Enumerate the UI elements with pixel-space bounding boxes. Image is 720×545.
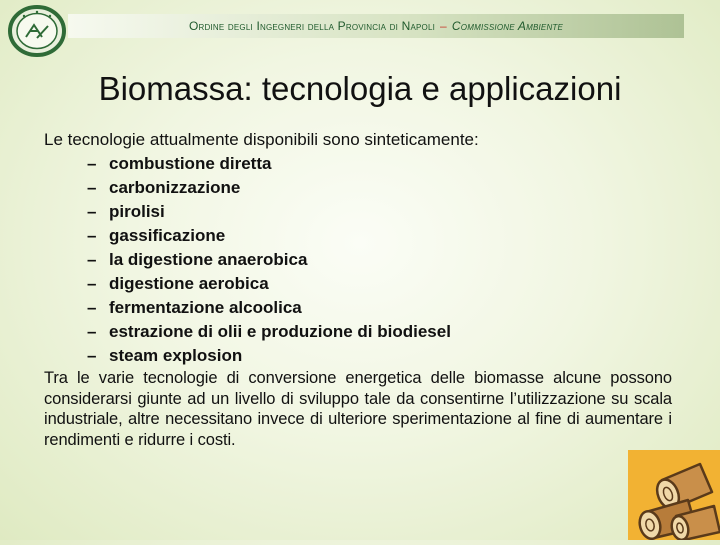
list-item-label: la digestione anaerobica (109, 250, 308, 269)
list-dash: – (87, 226, 97, 245)
intro-text: Le tecnologie attualmente disponibili sono sinteticamente: (44, 130, 479, 149)
list-dash: – (87, 250, 97, 269)
header-separator: – (440, 19, 447, 33)
list-item (87, 320, 672, 344)
header-org: Ordine degli Ingegneri della Provincia di Napoli (188, 19, 436, 33)
list-dash: – (87, 322, 97, 341)
header-text (189, 19, 563, 33)
list-item-label: gassificazione (109, 226, 226, 245)
summary-paragraph: Tra le varie tecnologie di conversione energetica delle biomasse alcune possono considerarsi giunte ad un livello di sviluppo tale da consentirne l’utilizzazione su scala industriale, altre necessitano invece di ulteriore sperimentazione al fine di aumentare i rendimenti e ridurre i costi. (44, 369, 672, 449)
list-dash: – (87, 178, 97, 197)
order-logo-icon (6, 4, 68, 58)
list-dash: – (87, 154, 97, 173)
list-item (87, 344, 672, 368)
list-dash: – (87, 346, 97, 365)
technology-list (44, 152, 672, 368)
list-dash: – (87, 274, 97, 293)
list-item-label: digestione aerobica (109, 274, 269, 293)
slide-title: Biomassa: tecnologia e applicazioni (98, 70, 622, 107)
list-item-label: fermentazione alcoolica (109, 298, 302, 317)
list-item-label: estrazione di olii e produzione di biodiesel (109, 322, 451, 341)
list-item (87, 272, 672, 296)
list-item-label: carbonizzazione (109, 178, 241, 197)
header-commission: Commissione Ambiente (451, 19, 564, 33)
list-item (87, 296, 672, 320)
header-bar (68, 14, 684, 38)
list-item-label: pirolisi (109, 202, 165, 221)
list-item (87, 248, 672, 272)
list-item (87, 176, 672, 200)
list-item (87, 224, 672, 248)
list-dash: – (87, 202, 97, 221)
list-item (87, 200, 672, 224)
list-item-label: steam explosion (109, 346, 243, 365)
list-item-label: combustione diretta (109, 154, 272, 173)
slide-content (44, 128, 672, 450)
list-dash: – (87, 298, 97, 317)
firewood-logs-icon (628, 450, 720, 540)
list-item (87, 152, 672, 176)
